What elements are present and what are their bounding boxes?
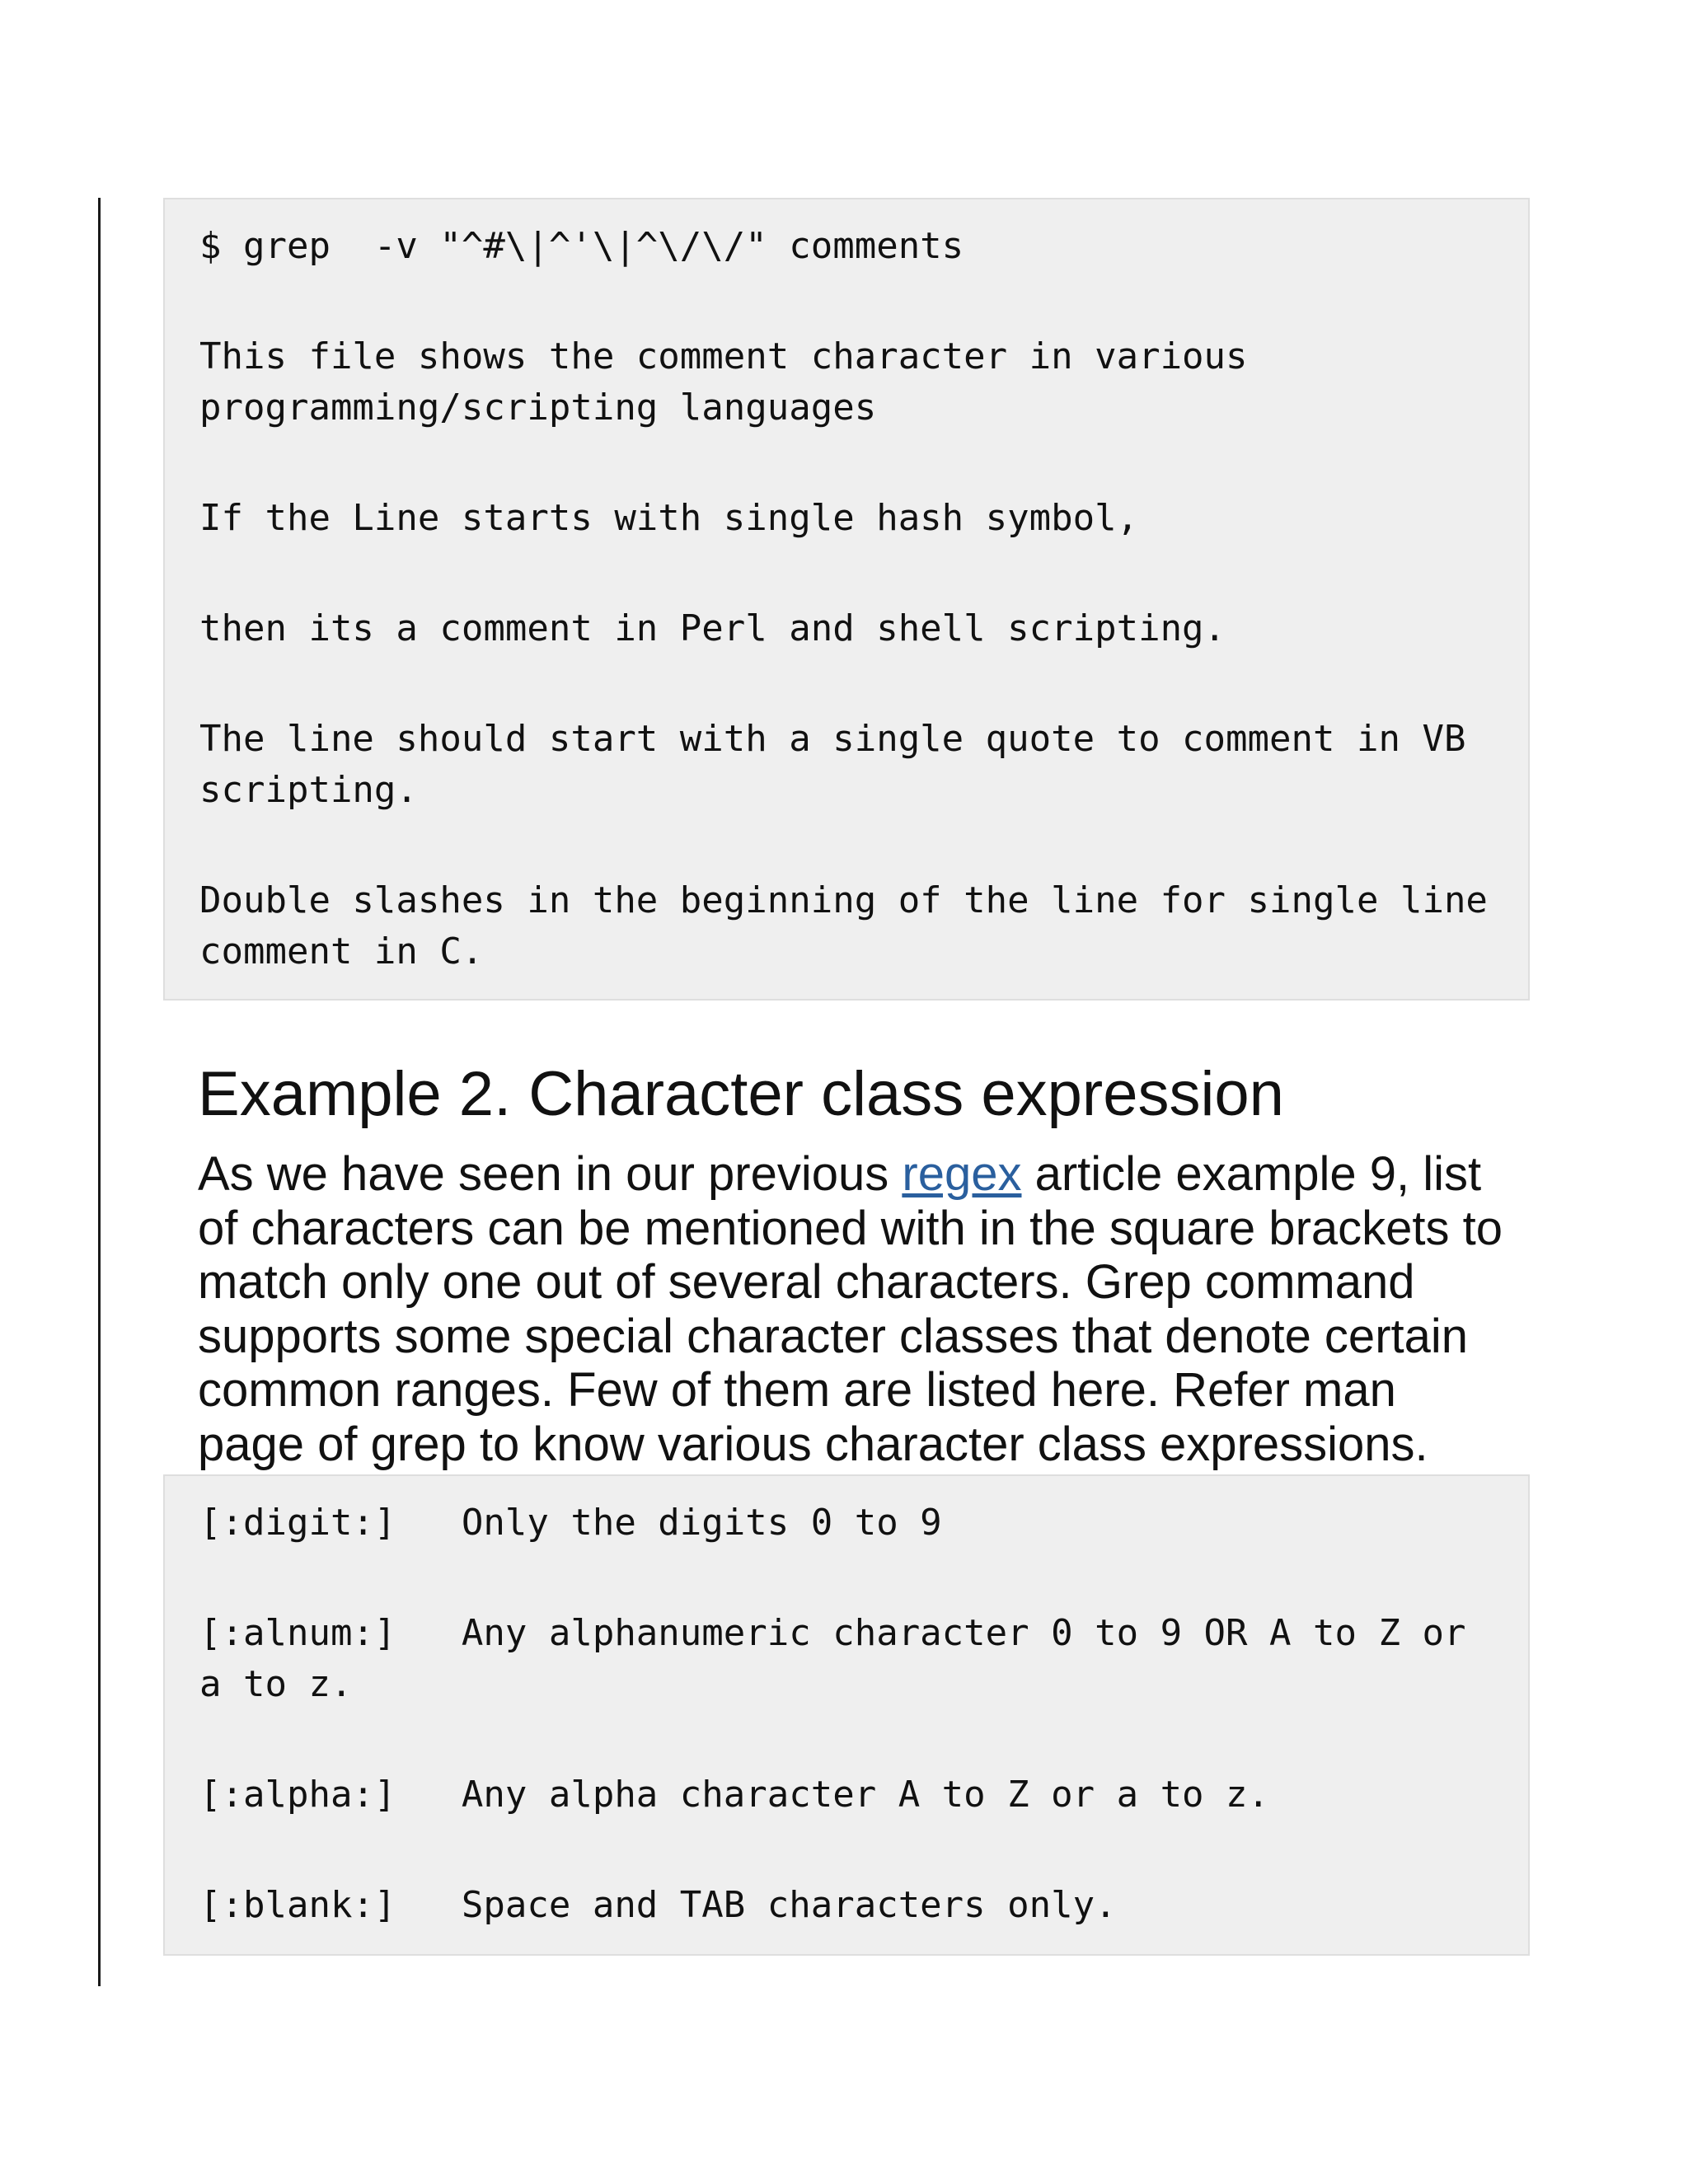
code-block-character-classes <box>163 1474 1530 1956</box>
code-line: [:blank:] Space and TAB characters only. <box>199 1884 1117 1926</box>
paragraph-line: of characters can be mentioned with in the square brackets to <box>198 1201 1503 1255</box>
paragraph-text: As we have seen in our previous <box>198 1147 903 1201</box>
code-line: [:alnum:] Any alphanumeric character 0 to 9 OR A to Z or a to z. <box>199 1612 1488 1705</box>
code-line: If the Line starts with single hash symbol, <box>199 497 1139 539</box>
code-line: Double slashes in the beginning of the line for single line comment in C. <box>199 879 1510 972</box>
paragraph-line: match only one out of several characters. Grep command <box>198 1255 1415 1309</box>
paragraph-line: supports some special character classes that denote certain <box>198 1309 1469 1363</box>
paragraph-line: page of grep to know various character class expressions. <box>198 1417 1428 1471</box>
code-line: The line should start with a single quote to comment in VB scripting. <box>199 718 1488 811</box>
code-line: $ grep -v "^#\|^'\|^\/\/" comments <box>199 225 964 267</box>
code-block-grep-comments <box>163 198 1530 1001</box>
paragraph-line: common ranges. Few of them are listed here. Refer man <box>198 1363 1396 1417</box>
code-line: [:alpha:] Any alpha character A to Z or a to z. <box>199 1774 1270 1816</box>
section-heading: Example 2. Character class expression <box>198 1059 1284 1129</box>
code-line: then its a comment in Perl and shell scripting. <box>199 607 1226 649</box>
regex-article-link[interactable]: regex <box>902 1147 1022 1201</box>
left-margin-bar <box>98 198 101 1986</box>
section-paragraph <box>198 1147 1517 1471</box>
paragraph-text: article example 9, list <box>1021 1147 1482 1201</box>
code-line: [:digit:] Only the digits 0 to 9 <box>199 1502 942 1544</box>
paragraph-line <box>198 1147 1517 1202</box>
code-line: This file shows the comment character in various programming/scripting languages <box>199 335 1270 429</box>
